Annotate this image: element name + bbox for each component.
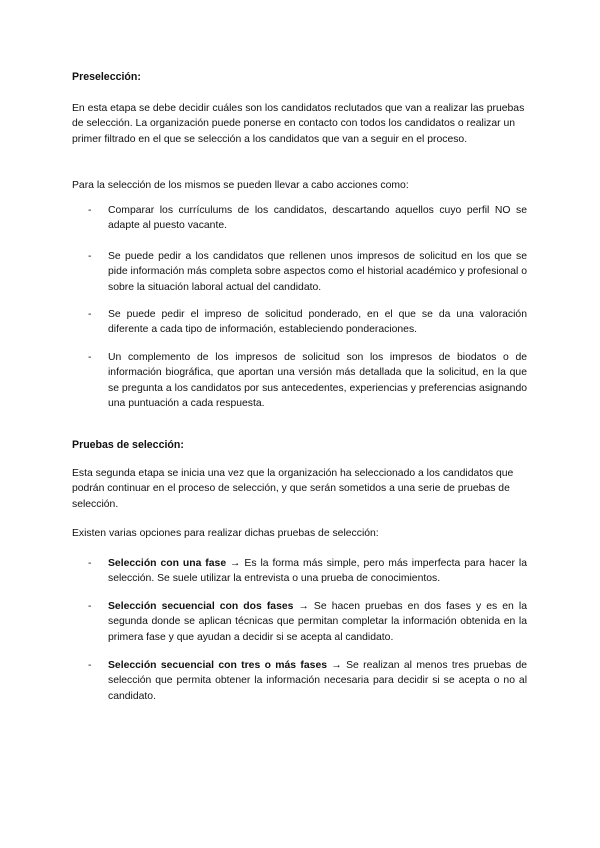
- list-item-text: [108, 556, 527, 587]
- section-intro-paragraph: En esta etapa se debe decidir cuáles son los candidatos reclutados que van a realizar las pruebas de selección. La organización puede ponerse en contacto con todos los candidatos o realizar un primer filtrado en el que se selección a los candidatos que van a seguir en el proceso.: [72, 103, 525, 145]
- list-bullet: -: [88, 205, 92, 216]
- list-bullet: -: [88, 309, 92, 320]
- list-item-text: [108, 658, 527, 704]
- list-bullet: -: [88, 352, 92, 363]
- list-item-title: Selección con una fase: [108, 558, 227, 569]
- list-item-title: Selección secuencial con dos fases: [108, 601, 294, 612]
- list-item-text: Un complemento de los impresos de solicitud son los impresos de biodatos o de información biográfica, que aportan una versión más detallada que la solicitud, en la que se pregunta a los candidatos por sus antecedentes, experiencias y preferencias asignando una puntuación a cada respuesta.: [108, 352, 527, 410]
- list-item-title: Selección secuencial con tres o más fases: [108, 660, 328, 671]
- list-item-body: → Se hacen pruebas en dos fases y es en la segunda donde se aplican técnicas que permitan completar la información obtenida en la primera fase y que ayudan a decidir si se acepta al candidato.: [108, 601, 527, 643]
- section-intro-paragraph: Esta segunda etapa se inicia una vez que la organización ha seleccionado a los candidatos que podrán continuar en el proceso de selección, y que serán sometidos a una serie de pruebas de selección.: [72, 468, 514, 510]
- list-bullet: -: [88, 251, 92, 262]
- list-bullet: -: [88, 601, 92, 612]
- section-heading-pruebas: Pruebas de selección:: [72, 439, 184, 451]
- list-item-text: [108, 599, 527, 645]
- list-item-body: → Es la forma más simple, pero más imperfecta para hacer la selección. Se suele utilizar la entrevista o una prueba de conocimientos.: [108, 558, 527, 585]
- list-item-body: → Se realizan al menos tres pruebas de selección que permita obtener la información necesaria para decidir si se acepta o no al candidato.: [108, 660, 527, 702]
- list-bullet: -: [88, 558, 92, 569]
- list-item-text: Comparar los currículums de los candidatos, descartando aquellos cuyo perfil NO se adapte al puesto vacante.: [108, 205, 527, 232]
- section-lead-paragraph: Existen varias opciones para realizar dichas pruebas de selección:: [72, 528, 379, 539]
- section-heading-preseleccion: Preselección:: [72, 71, 141, 83]
- list-item-text: Se puede pedir el impreso de solicitud ponderado, en el que se da una valoración diferente a cada tipo de información, estableciendo ponderaciones.: [108, 309, 527, 336]
- section-lead-paragraph: Para la selección de los mismos se pueden llevar a cabo acciones como:: [72, 180, 409, 191]
- list-item-text: Se puede pedir a los candidatos que rellenen unos impresos de solicitud en los que se pide información más completa sobre aspectos como el historial académico y profesional o sobre la situación laboral actual del candidato.: [108, 251, 527, 293]
- list-bullet: -: [88, 660, 92, 671]
